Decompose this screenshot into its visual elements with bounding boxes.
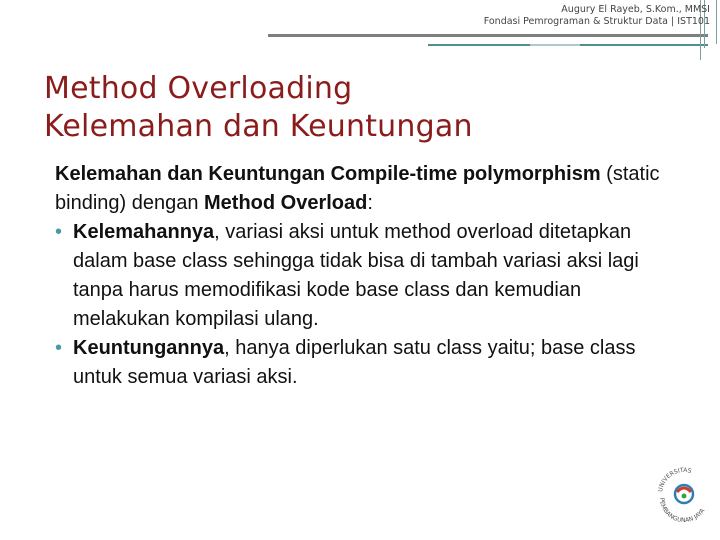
slide-title [44,70,473,146]
intro-text-1: (static binding) dengan [55,163,660,214]
bullet-text: , hanya diperlukan satu class yaitu; base class untuk semua variasi aksi. [73,337,636,388]
header-vertical-line [716,0,717,44]
intro-text-2: : [367,192,373,214]
bullet-bold: Keuntungannya [73,337,225,359]
slide-header [410,0,710,40]
svg-text:PEMBANGUNAN JAYA: PEMBANGUNAN JAYA [657,497,707,525]
header-text [484,4,710,28]
intro-paragraph [55,160,675,218]
svg-text:UNIVERSITAS: UNIVERSITAS [657,466,693,493]
intro-bold-1: Kelemahan dan Keuntungan Compile-time polymorphism [55,163,601,185]
bullet-item-weakness [55,218,675,334]
header-accent-short [530,44,580,46]
bullet-item-advantage [55,334,675,392]
bullet-icon: • [55,337,63,359]
title-line-2: Kelemahan dan Keuntungan [44,109,473,144]
intro-bold-2: Method Overload [204,192,368,214]
bullet-icon: • [55,221,63,243]
bullet-bold: Kelemahannya [73,221,215,243]
slide-body [55,160,675,392]
bullet-text: , variasi aksi untuk method overload ditetapkan dalam base class sehingga tidak bisa di tambah variasi aksi lagi tanpa harus memodifikasi kode base class dan kemudian melakukan kompilasi ulang. [73,221,639,330]
header-author: Augury El Rayeb, S.Kom., MMSI [561,4,710,15]
university-logo-icon [652,454,716,530]
header-course: Fondasi Pemrograman & Struktur Data | IST101 [483,16,710,27]
title-line-1: Method Overloading [44,71,353,106]
